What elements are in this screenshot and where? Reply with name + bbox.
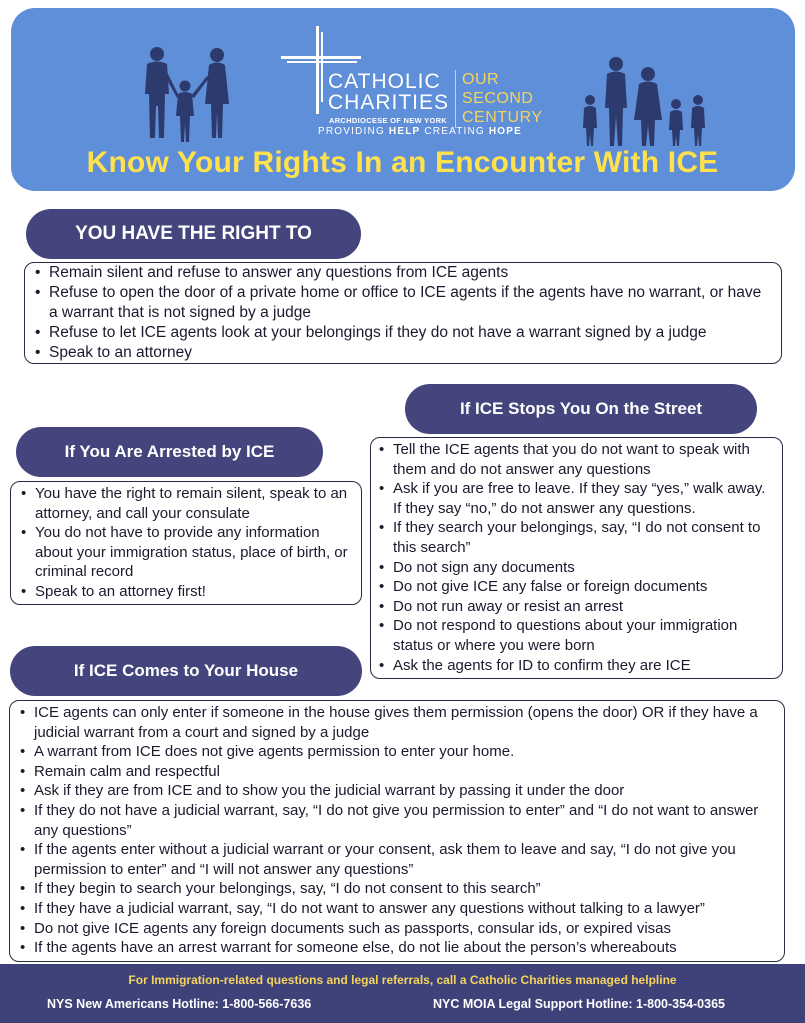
list-item: • Refuse to open the door of a private home or office to ICE agents if the agents have no warrant, or have a warrant that is not signed by a judge bbox=[35, 283, 771, 323]
list-item: • Do not respond to questions about your immigration status or where you were born bbox=[379, 616, 776, 655]
list-item: • If the agents have an arrest warrant for someone else, do not lie about the person’s whereabouts bbox=[20, 938, 776, 958]
logo-catholic-text: CATHOLIC bbox=[328, 70, 441, 93]
list-item: • Ask if they are from ICE and to show you the judicial warrant by passing it under the door bbox=[20, 781, 776, 801]
house-list bbox=[20, 703, 776, 958]
nys-hotline: NYS New Americans Hotline: 1-800-566-7636 bbox=[47, 997, 312, 1011]
header-banner bbox=[11, 8, 795, 191]
list-item: • If they do not have a judicial warrant, say, “I do not give you permission to enter” and “I do not want to answer any questions” bbox=[20, 801, 776, 840]
list-item: • Refuse to let ICE agents look at your belongings if they do not have a warrant signed by a judge bbox=[35, 323, 771, 343]
list-item: • Do not give ICE agents any foreign documents such as passports, consular ids, or expired visas bbox=[20, 919, 776, 939]
list-item: • Remain silent and refuse to answer any questions from ICE agents bbox=[35, 263, 771, 283]
street-heading: If ICE Stops You On the Street bbox=[405, 384, 757, 434]
house-box bbox=[9, 700, 785, 962]
list-item: • Remain calm and respectful bbox=[20, 762, 776, 782]
tagline: PROVIDING HELP CREATING HOPE bbox=[318, 126, 523, 137]
family-silhouette-right bbox=[576, 56, 716, 148]
nyc-moia-hotline: NYC MOIA Legal Support Hotline: 1-800-354-0365 bbox=[433, 997, 725, 1011]
footer-helpline-text: For Immigration-related questions and legal referrals, call a Catholic Charities managed helpline bbox=[128, 973, 677, 987]
right-to-heading: YOU HAVE THE RIGHT TO bbox=[26, 209, 361, 259]
list-item: • A warrant from ICE does not give agents permission to enter your home. bbox=[20, 742, 776, 762]
street-list bbox=[379, 440, 776, 675]
house-heading: If ICE Comes to Your House bbox=[10, 646, 362, 696]
list-item: • Speak to an attorney first! bbox=[21, 582, 355, 602]
logo-century-text: OUR SECOND CENTURY bbox=[462, 71, 543, 126]
logo-charities-text: CHARITIES bbox=[328, 91, 450, 114]
list-item: • Do not sign any documents bbox=[379, 558, 776, 578]
list-item: • ICE agents can only enter if someone in the house gives them permission (opens the door) OR if they have a judicial warrant from a court and signed by a judge bbox=[20, 703, 776, 742]
arrested-heading: If You Are Arrested by ICE bbox=[16, 427, 323, 477]
right-to-box bbox=[24, 262, 782, 364]
arrested-list bbox=[21, 484, 355, 602]
list-item: • If they have a judicial warrant, say, “I do not want to answer any questions without talking to a lawyer” bbox=[20, 899, 776, 919]
page-title: Know Your Rights In an Encounter With ICE bbox=[86, 146, 719, 179]
list-item: • Ask if you are free to leave. If they say “yes,” walk away. If they say “no,” do not answer any questions. bbox=[379, 479, 776, 518]
list-item: • You have the right to remain silent, speak to an attorney, and call your consulate bbox=[21, 484, 355, 523]
list-item: • Do not give ICE any false or foreign documents bbox=[379, 577, 776, 597]
right-to-list bbox=[35, 263, 771, 363]
list-item: • Tell the ICE agents that you do not want to speak with them and do not answer any questions bbox=[379, 440, 776, 479]
list-item: • If they begin to search your belongings, say, “I do not consent to this search” bbox=[20, 879, 776, 899]
list-item: • Ask the agents for ID to confirm they are ICE bbox=[379, 656, 776, 676]
footer-banner bbox=[0, 964, 805, 1023]
list-item: • If the agents enter without a judicial warrant or your consent, ask them to leave and say, “I do not give you permission to enter” and “I will not answer any questions” bbox=[20, 840, 776, 879]
list-item: • You do not have to provide any information about your immigration status, place of birth, or criminal record bbox=[21, 523, 355, 582]
arrested-box bbox=[10, 481, 362, 605]
street-box bbox=[370, 437, 783, 679]
logo-archdiocese-text: ARCHDIOCESE OF NEW YORK bbox=[329, 116, 448, 125]
list-item: • If they search your belongings, say, “I do not consent to this search” bbox=[379, 518, 776, 557]
list-item: • Do not run away or resist an arrest bbox=[379, 597, 776, 617]
list-item: • Speak to an attorney bbox=[35, 343, 771, 363]
family-silhouette-left bbox=[139, 46, 249, 146]
